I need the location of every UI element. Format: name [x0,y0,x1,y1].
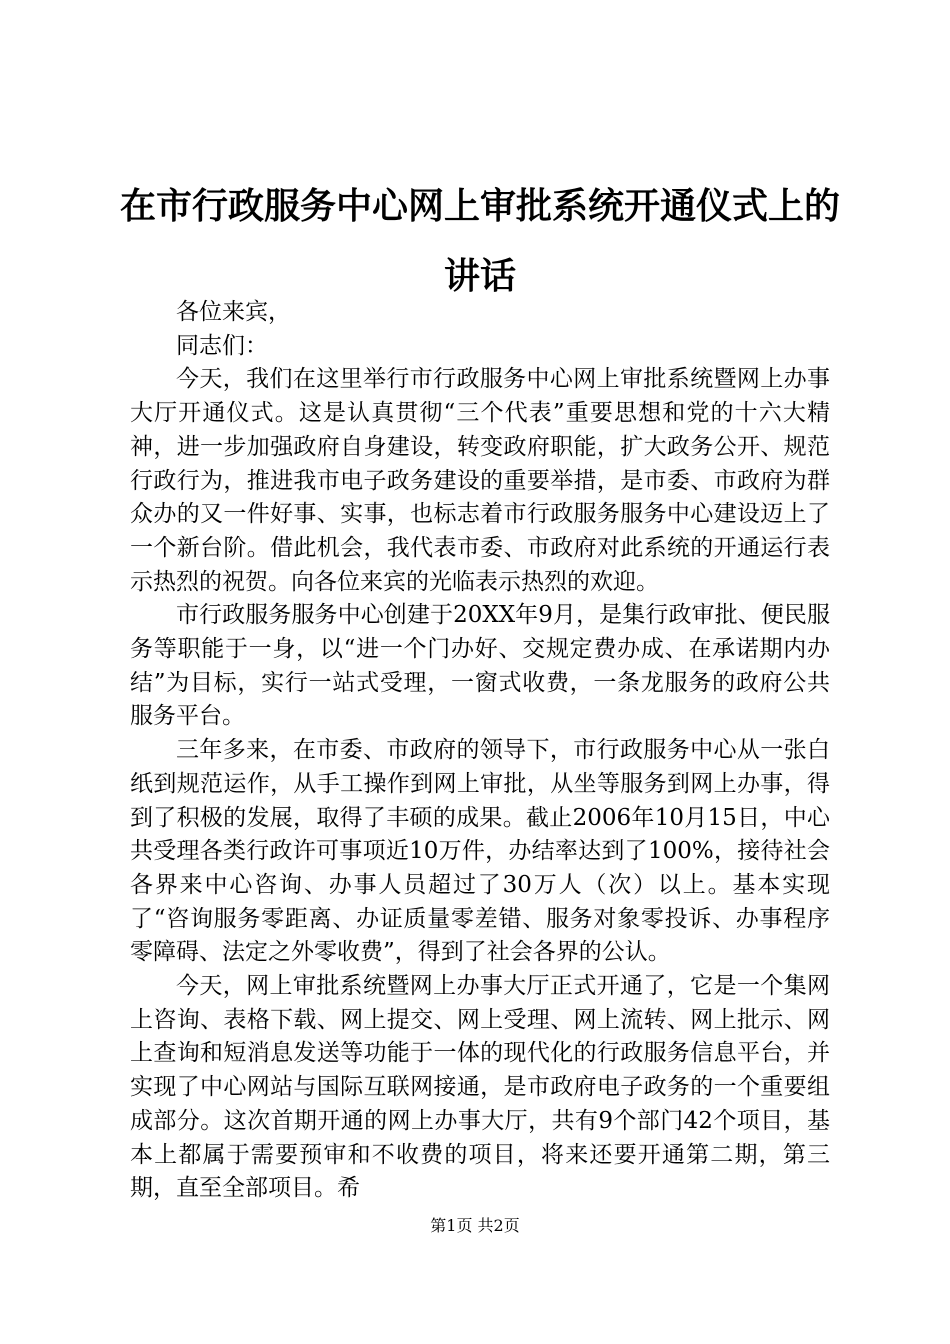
paragraph: 今天，网上审批系统暨网上办事大厅正式开通了，它是一个集网上咨询、表格下载、网上提交、网上受理、网上流转、网上批示、网上查询和短消息发送等功能于一体的现代化的行政服务信息平台，并实现了中心网站与国际互联网接通，是市政府电子政务的一个重要组成部分。这次首期开通的网上办事大厅，共有9个部门42个项目，基本上都属于需要预审和不收费的项目，将来还要开通第二期，第三期，直至全部项目。希 [130,973,830,1202]
paragraph: 三年多来，在市委、市政府的领导下，市行政服务中心从一张白纸到规范运作，从手工操作到网上审批，从坐等服务到网上办事，得到了积极的发展，取得了丰硕的成果。截止2006年10月15日，中心共受理各类行政许可事项近10万件，办结率达到了100%，接待社会各界来中心咨询、办事人员超过了30万人（次）以上。基本实现了“咨询服务零距离、办证质量零差错、服务对象零投诉、办事程序零障碍、法定之外零收费”，得到了社会各界的公认。 [130,737,830,966]
salutation-comrades: 同志们： [176,332,268,359]
paragraph: 今天，我们在这里举行市行政服务中心网上审批系统暨网上办事大厅开通仪式。这是认真贯彻“三个代表”重要思想和党的十六大精神，进一步加强政府自身建设，转变政府职能，扩大政务公开、规范行政行为，推进我市电子政务建设的重要举措，是市委、市政府为群众办的又一件好事、实事，也标志着市行政服务服务中心建设迈上了一个新台阶。借此机会，我代表市委、市政府对此系统的开通运行表示热烈的祝贺。向各位来宾的光临表示热烈的欢迎。 [130,366,830,595]
document-body [130,296,830,1206]
page-title: 在市行政服务中心网上审批系统开通仪式上的讲话 [120,186,841,297]
paragraph: 市行政服务服务中心创建于20XX年9月，是集行政审批、便民服务等职能于一身，以“进一个门办好、交规定费办成、在承诺期内办结”为目标，实行一站式受理，一窗式收费，一条龙服务的政府公共服务平台。 [130,602,830,730]
salutation-guests: 各位来宾， [176,299,291,325]
page-footer: 第1页 共2页 [430,1216,520,1235]
